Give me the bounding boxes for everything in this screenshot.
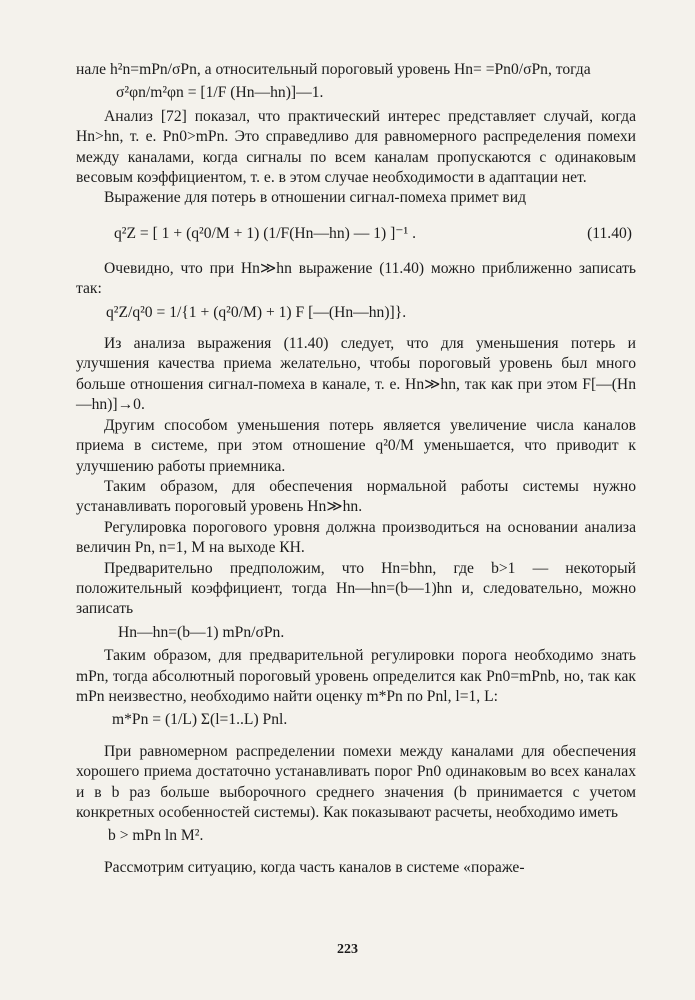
- paragraph: Таким образом, для предварительной регулировки порога необходимо знать mPn, тогда абсолютный пороговый уровень определится как Pn0=mPnb, но, так как mPn неизвестно, необходимо найти оценку m*Pn по Pnl, l=1, L:: [76, 647, 636, 705]
- formula: q²Z/q²0 = 1/{1 + (q²0/M) + 1) F [—(Hn—hn)]}.: [106, 303, 407, 321]
- formula: Hn—hn=(b—1) mPn/σPn.: [118, 623, 285, 641]
- paragraph: Очевидно, что при Hn≫hn выражение (11.40) можно приближенно записать так:: [76, 259, 636, 298]
- equation-number: (11.40): [587, 224, 632, 242]
- page-number: 223: [337, 942, 358, 957]
- formula: σ²φn/m²φn = [1/F (Hn—hn)]—1.: [116, 84, 324, 102]
- paragraph: Таким образом, для обеспечения нормальной работы системы нужно устанавливать пороговый уровень Hn≫hn.: [76, 477, 636, 516]
- paragraph: Выражение для потерь в отношении сигнал-помеха примет вид: [104, 189, 527, 207]
- formula: m*Pn = (1/L) Σ(l=1..L) Pnl.: [112, 711, 288, 729]
- paragraph: Рассмотрим ситуацию, когда часть каналов в системе «пораже-: [104, 858, 525, 876]
- paragraph: Из анализа выражения (11.40) следует, что для уменьшения потерь и улучшения качества приема желательно, чтобы пороговый уровень был много больше отношения сигнал-помеха в канале, т. е. Hn≫hn, так как при этом F[—(Hn—hn)]→0.: [76, 335, 636, 414]
- paragraph: Анализ [72] показал, что практический интерес представляет случай, когда Hn>hn, т. е. Pn0>mPn. Это справедливо для равномерного распределения помехи между каналами, когда сигналы по всем каналам пропускаются с одинаковым весовым коэффициентом, т. е. в этом случае необходимости в адаптации нет.: [76, 107, 636, 187]
- paragraph: нале h²n=mPn/σPn, а относительный пороговый уровень Hn= =Pn0/σPn, тогда: [76, 61, 591, 78]
- equation-body: q²Z = [ 1 + (q²0/M + 1) (1/F(Hn—hn) — 1) ]⁻¹ .: [114, 225, 417, 243]
- equation-11-40: [76, 217, 636, 251]
- paragraph: Регулировка порогового уровня должна производиться на основании анализа величин Pn, n=1, M на выходе КН.: [76, 518, 636, 557]
- formula: b > mPn ln M².: [108, 827, 204, 845]
- paragraph: Другим способом уменьшения потерь является увеличение числа каналов приема в системе, при этом отношение q²0/M уменьшается, что приводит к улучшению работы приемника.: [76, 416, 636, 475]
- paragraph: Предварительно предположим, что Hn=bhn, где b>1 — некоторый положительный коэффициент, тогда Hn—hn=(b—1)hn и, следовательно, можно записать: [76, 559, 636, 618]
- paragraph: При равномерном распределении помехи между каналами для обеспечения хорошего приема достаточно устанавливать порог Pn0 одинаковым во всех каналах и в b раз больше выборочного среднего значения (b принимается с учетом конкретных особенностей системы). Как показывают расчеты, необходимо иметь: [76, 742, 636, 821]
